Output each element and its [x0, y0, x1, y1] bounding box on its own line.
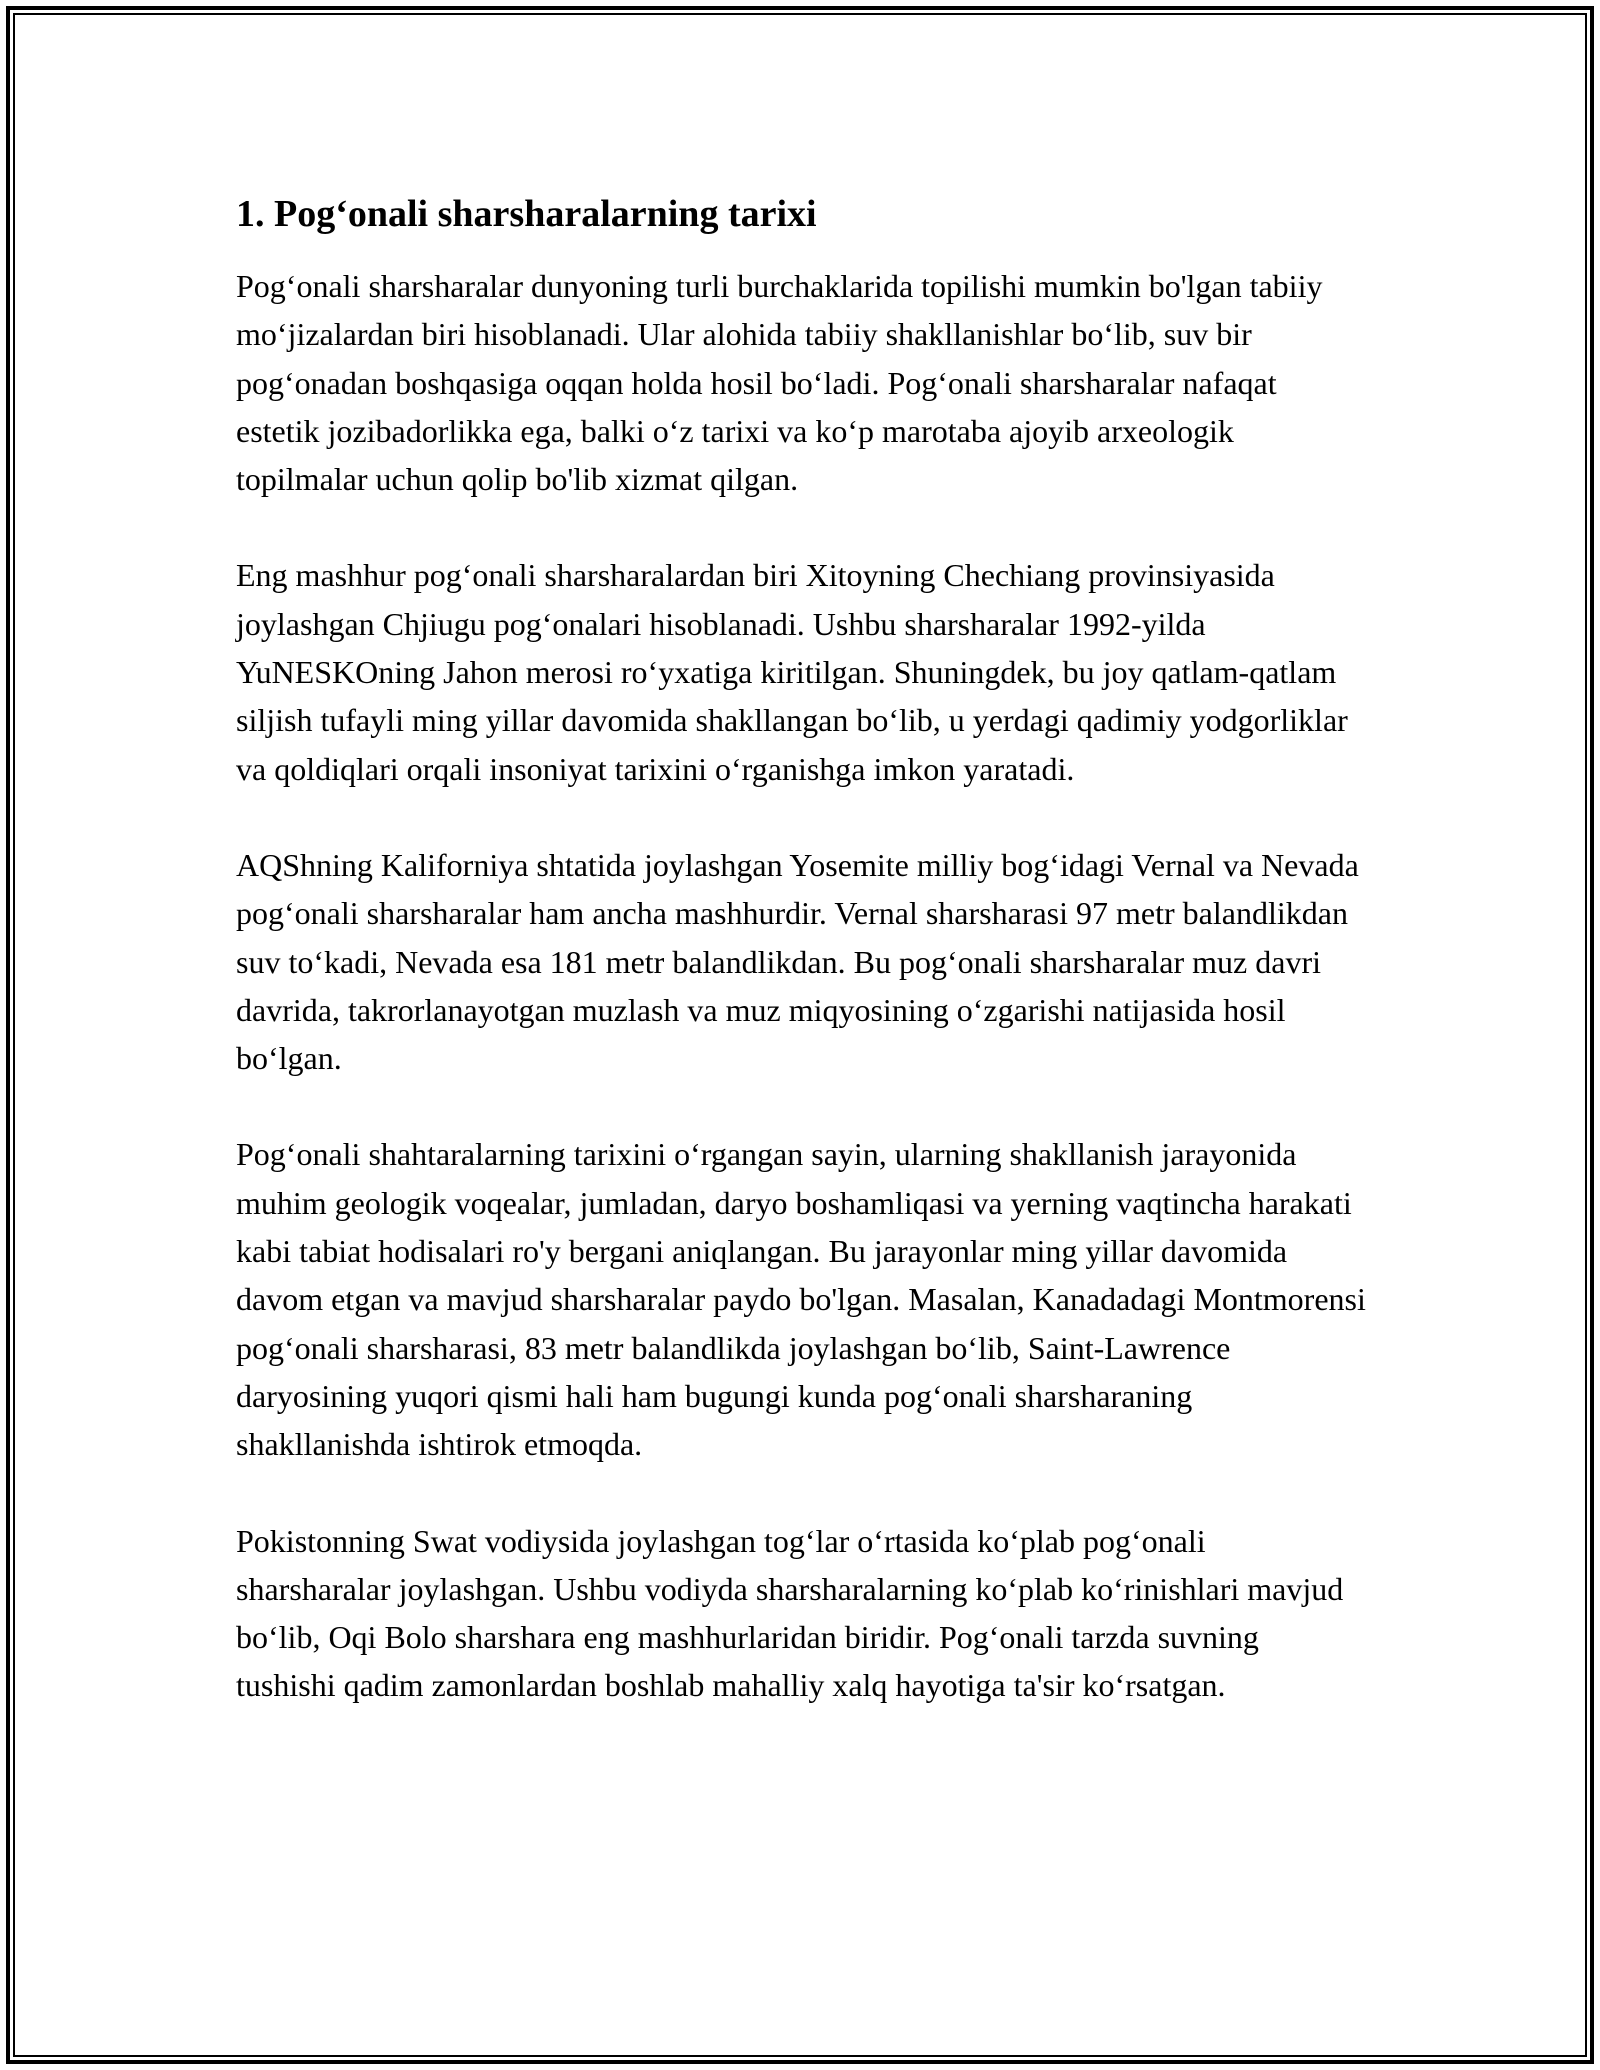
document-body: [236, 188, 1366, 1758]
section-title: 1. Pog‘onali sharsharalarning tarixi: [236, 193, 817, 235]
paragraph-history-intro: Pog‘onali sharsharalar dunyoning turli burchaklarida topilishi mumkin bo'lgan tabiiy mo‘jizalardan biri hisoblanadi. Ular alohida tabiiy shakllanishlar bo‘lib, suv bir pog‘onadan boshqasiga oqqan holda hosil bo‘ladi. Pog‘onali sharsharalar nafaqat estetik jozibadorlikka ega, balki o‘z tarixi va ko‘p marotaba ajoyib arxeologik topilmalar uchun qolip bo'lib xizmat qilgan.: [236, 268, 1323, 498]
paragraph-usa: AQShning Kaliforniya shtatida joylashgan Yosemite milliy bog‘idagi Vernal va Nevada pog‘onali sharsharalar ham ancha mashhurdir. Vernal sharsharasi 97 metr balandlikdan suv to‘kadi, Nevada esa 181 metr balandlikdan. Bu pog‘onali sharsharalar muz davri davrida, takrorlanayotgan muzlash va muz miqyosining o‘zgarishi natijasida hosil bo‘lgan.: [236, 846, 1359, 1077]
paragraph-china: Eng mashhur pog‘onali sharsharalardan biri Xitoyning Chechiang provinsiyasida joylashgan Chjiugu pog‘onalari hisoblanadi. Ushbu sharsharalar 1992-yilda YuNESKOning Jahon merosi ro‘yxatiga kiritilgan. Shuningdek, bu joy qatlam-qatlam siljish tufayli ming yillar davomida shakllangan bo‘lib, u yerdagi qadimiy yodgorliklar va qoldiqlari orqali insoniyat tarixini o‘rganishga imkon yaratadi.: [236, 557, 1348, 787]
paragraph-pakistan: Pokistonning Swat vodiysida joylashgan tog‘lar o‘rtasida ko‘plab pog‘onali sharsharalar joylashgan. Ushbu vodiyda sharsharalarning ko‘plab ko‘rinishlari mavjud bo‘lib, Oqi Bolo sharshara eng mashhurlaridan biridir. Pog‘onali tarzda suvning tushishi qadim zamonlardan boshlab mahalliy xalq hayotiga ta'sir ko‘rsatgan.: [236, 1522, 1344, 1704]
paragraph-geology: Pog‘onali shahtaralarning tarixini o‘rgangan sayin, ularning shakllanish jarayonida muhim geologik voqealar, jumladan, daryo boshamliqasi va yerning vaqtincha harakati kabi tabiat hodisalari ro'y bergani aniqlangan. Bu jarayonlar ming yillar davomida davom etgan va mavjud sharsharalar paydo bo'lgan. Masalan, Kanadadagi Montmorensi pog‘onali sharsharasi, 83 metr balandlikda joylashgan bo‘lib, Saint-Lawrence daryosining yuqori qismi hali ham bugungi kunda pog‘onali sharsharaning shakllanishda ishtirok etmoqda.: [236, 1136, 1366, 1463]
